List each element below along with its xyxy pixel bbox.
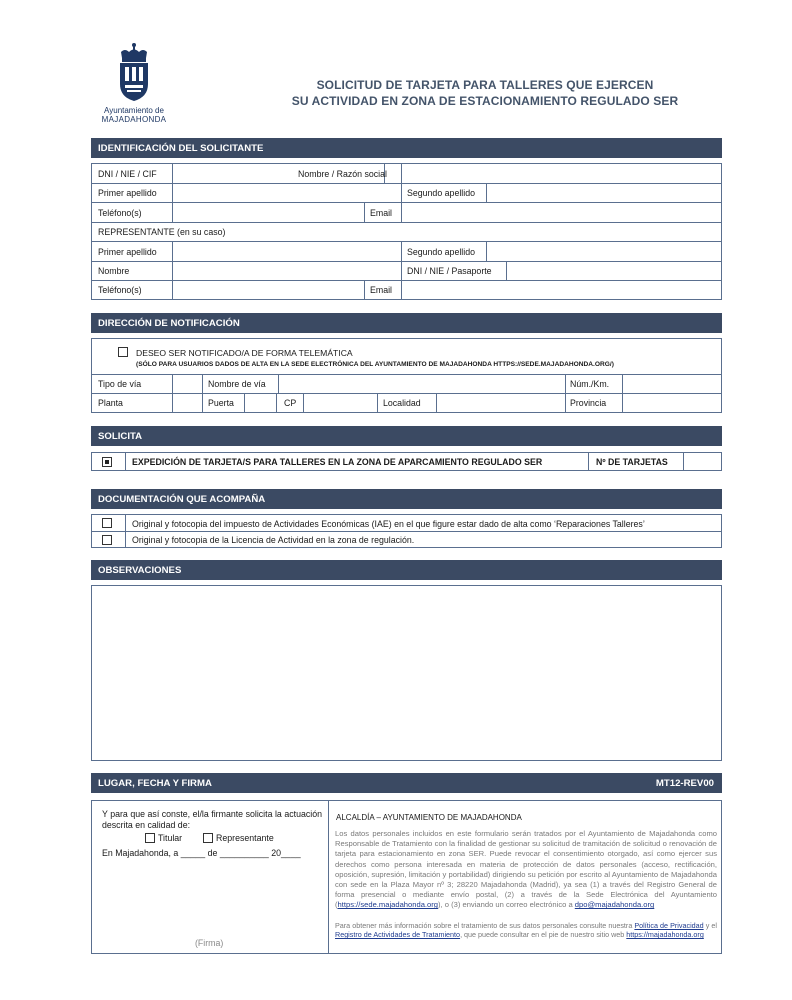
- doc-2-checkbox[interactable]: [102, 535, 112, 545]
- label-primer-apellido: Primer apellido: [98, 188, 157, 198]
- solicita-table: [91, 452, 722, 471]
- titular-checkbox[interactable]: [145, 833, 155, 843]
- section-title: OBSERVACIONES: [98, 565, 182, 576]
- label-rep-telefono: Teléfono(s): [98, 285, 142, 295]
- section-header-solicitante: [91, 138, 722, 158]
- label-nombre-via: Nombre de vía: [208, 379, 266, 389]
- row-doc-1: [92, 515, 721, 532]
- label-representante: REPRESENTANTE (en su caso): [98, 227, 226, 237]
- input-cp[interactable]: [304, 394, 376, 412]
- label-rep-dni: DNI / NIE / Pasaporte: [407, 266, 492, 276]
- input-rep-segundo-apellido[interactable]: [487, 242, 722, 261]
- label-nombre-razon: Nombre / Razón social: [298, 169, 387, 179]
- input-provincia[interactable]: [623, 394, 722, 412]
- label-segundo-apellido: Segundo apellido: [407, 188, 475, 198]
- label-titular: Titular: [158, 833, 183, 843]
- label-doc-2: Original y fotocopia de la Licencia de Actividad en la zona de regulación.: [132, 535, 415, 545]
- label-rep-email: Email: [370, 285, 392, 295]
- input-rep-primer-apellido[interactable]: [173, 242, 400, 261]
- input-rep-telefono[interactable]: [173, 281, 363, 299]
- expedicion-checkbox[interactable]: [102, 457, 112, 467]
- label-localidad: Localidad: [383, 398, 421, 408]
- legal-text: Los datos personales incluidos en este formulario serán tratados por el Ayuntamiento de Majadahonda como Responsable de Tratamiento con la finalidad de gestionar su solicitud de tramitación de solicitud o renovación de tarjeta para estacionamiento en zona SER. Puede revocar el consentimiento otorgado, así como ejercer sus derechos como persona interesada en materia de protección de datos personales (acceso, rectificación, oposición, supresión, limitación y portabilidad) dirigiendo su petición por escrito al Ayuntamiento de Majadahonda con sede en la Plaza Mayor nº 3; 28220 Majadahonda (Madrid), ya sea (1) a través del Registro General de forma presencial o mediante envío postal, (2) a través de la Sede Electrónica del Ayuntamiento (: [335, 829, 717, 910]
- link-politica[interactable]: Política de Privacidad: [634, 921, 704, 930]
- row-apellidos: [92, 184, 721, 203]
- representante-checkbox[interactable]: [203, 833, 213, 843]
- label-telefono: Teléfono(s): [98, 208, 142, 218]
- row-via: [92, 375, 721, 394]
- label-cp: CP: [284, 398, 297, 408]
- label-tipo-via: Tipo de vía: [98, 379, 142, 389]
- legal-text-block: [335, 829, 717, 911]
- notificacion-table: [91, 338, 722, 413]
- label-planta: Planta: [98, 398, 123, 408]
- input-nombre-razon[interactable]: [402, 164, 722, 183]
- input-segundo-apellido[interactable]: [487, 184, 722, 202]
- page-title-line-2: SU ACTIVIDAD EN ZONA DE ESTACIONAMIENTO REGULADO SER: [291, 94, 679, 108]
- section-title: LUGAR, FECHA Y FIRMA: [98, 778, 212, 789]
- telematica-checkbox[interactable]: [118, 347, 128, 357]
- row-dni: [92, 164, 721, 184]
- firma-table: [91, 800, 722, 954]
- solicitante-table: [91, 163, 722, 300]
- row-rep-apellidos: [92, 242, 721, 262]
- row-rep-nombre: [92, 262, 721, 281]
- label-doc-1: Original y fotocopia del impuesto de Actividades Económicas (IAE) en el que figure estar dado de alta como ‘Reparaciones Talleres’: [132, 519, 645, 529]
- crown-shield-icon: [116, 42, 152, 102]
- page-title-line-1: SOLICITUD DE TARJETA PARA TALLERES QUE EJERCEN: [316, 78, 654, 92]
- row-telematica: [92, 339, 721, 375]
- input-puerta[interactable]: [245, 394, 275, 412]
- documentacion-table: [91, 514, 722, 548]
- input-primer-apellido[interactable]: [173, 184, 400, 202]
- label-email: Email: [370, 208, 392, 218]
- alcaldia-title: ALCALDÍA – AYUNTAMIENTO DE MAJADAHONDA: [336, 813, 522, 822]
- section-header-documentacion: [91, 489, 722, 509]
- link-sede[interactable]: https://sede.majadahonda.org: [337, 900, 439, 910]
- input-nombre-via[interactable]: [279, 375, 565, 393]
- label-rep-primer-apellido: Primer apellido: [98, 247, 157, 257]
- legal-mid: ), o (3) enviando un correo electrónico a: [438, 900, 575, 910]
- section-header-firma: [91, 773, 722, 793]
- input-num-tarjetas[interactable]: [684, 453, 722, 470]
- label-telematica: DESEO SER NOTIFICADO/A DE FORMA TELEMÁTICA: [136, 348, 353, 358]
- input-tipo-via[interactable]: [173, 375, 201, 393]
- firma-placeholder[interactable]: (Firma): [195, 938, 224, 948]
- legal2-end: , que puede consultar en el pie de nuestro sitio web: [460, 930, 627, 939]
- label-num-tarjetas: Nº DE TARJETAS: [596, 457, 668, 467]
- row-doc-2: [92, 532, 721, 548]
- section-header-solicita: [91, 426, 722, 446]
- row-telefono: [92, 203, 721, 223]
- label-rep-segundo-apellido: Segundo apellido: [407, 247, 475, 257]
- section-title: IDENTIFICACIÓN DEL SOLICITANTE: [98, 143, 264, 154]
- row-rep-telefono: [92, 281, 721, 300]
- link-registro[interactable]: Registro de Actividades de Tratamiento: [335, 930, 461, 939]
- input-rep-email[interactable]: [402, 281, 722, 299]
- section-title: SOLICITA: [98, 431, 143, 442]
- label-num-km: Núm./Km.: [570, 379, 610, 389]
- link-web[interactable]: https://majadahonda.org: [626, 930, 704, 939]
- input-rep-nombre[interactable]: [173, 262, 400, 280]
- label-representante: Representante: [216, 833, 274, 843]
- label-telematica-note: (SÓLO PARA USUARIOS DADOS DE ALTA EN LA SEDE ELECTRÓNICA DEL AYUNTAMIENTO DE MAJADAHONDA HTTPS://SEDE.MAJADAHONDA.ORG/): [136, 361, 614, 368]
- label-provincia: Provincia: [570, 398, 607, 408]
- row-planta: [92, 394, 721, 413]
- label-rep-nombre: Nombre: [98, 266, 130, 276]
- input-num-km[interactable]: [623, 375, 722, 393]
- legal2-y: y el: [703, 921, 717, 930]
- input-email[interactable]: [402, 203, 722, 222]
- logo-line-1: Ayuntamiento de: [104, 106, 164, 115]
- section-title: DOCUMENTACIÓN QUE ACOMPAÑA: [98, 494, 266, 505]
- legal-info-block: [335, 921, 717, 939]
- input-rep-dni[interactable]: [507, 262, 722, 280]
- logo-line-2: MAJADAHONDA: [101, 115, 167, 124]
- doc-1-checkbox[interactable]: [102, 518, 112, 528]
- section-header-notificacion: [91, 313, 722, 333]
- lugar-fecha: En Majadahonda, a _____ de __________ 20____: [102, 848, 301, 858]
- link-dpo[interactable]: dpo@majadahonda.org: [574, 900, 655, 910]
- section-header-observaciones: [91, 560, 722, 580]
- form-code: MT12-REV00: [655, 778, 714, 789]
- input-telefono[interactable]: [173, 203, 363, 222]
- legal2-start: Para obtener más información sobre el tratamiento de sus datos personales consulte nuestra: [335, 921, 635, 930]
- section-title: DIRECCIÓN DE NOTIFICACIÓN: [98, 318, 240, 329]
- input-planta[interactable]: [173, 394, 201, 412]
- input-localidad[interactable]: [437, 394, 565, 412]
- observaciones-textarea[interactable]: [91, 585, 722, 761]
- label-puerta: Puerta: [208, 398, 234, 408]
- row-representante: [92, 223, 721, 242]
- ayuntamiento-logo: [92, 42, 176, 128]
- label-dni: DNI / NIE / CIF: [98, 169, 157, 179]
- firma-intro: Y para que así conste, el/la firmante solicita la actuación descrita en calidad de:: [102, 809, 322, 830]
- label-expedicion: EXPEDICIÓN DE TARJETA/S PARA TALLERES EN LA ZONA DE APARCAMIENTO REGULADO SER: [132, 457, 543, 467]
